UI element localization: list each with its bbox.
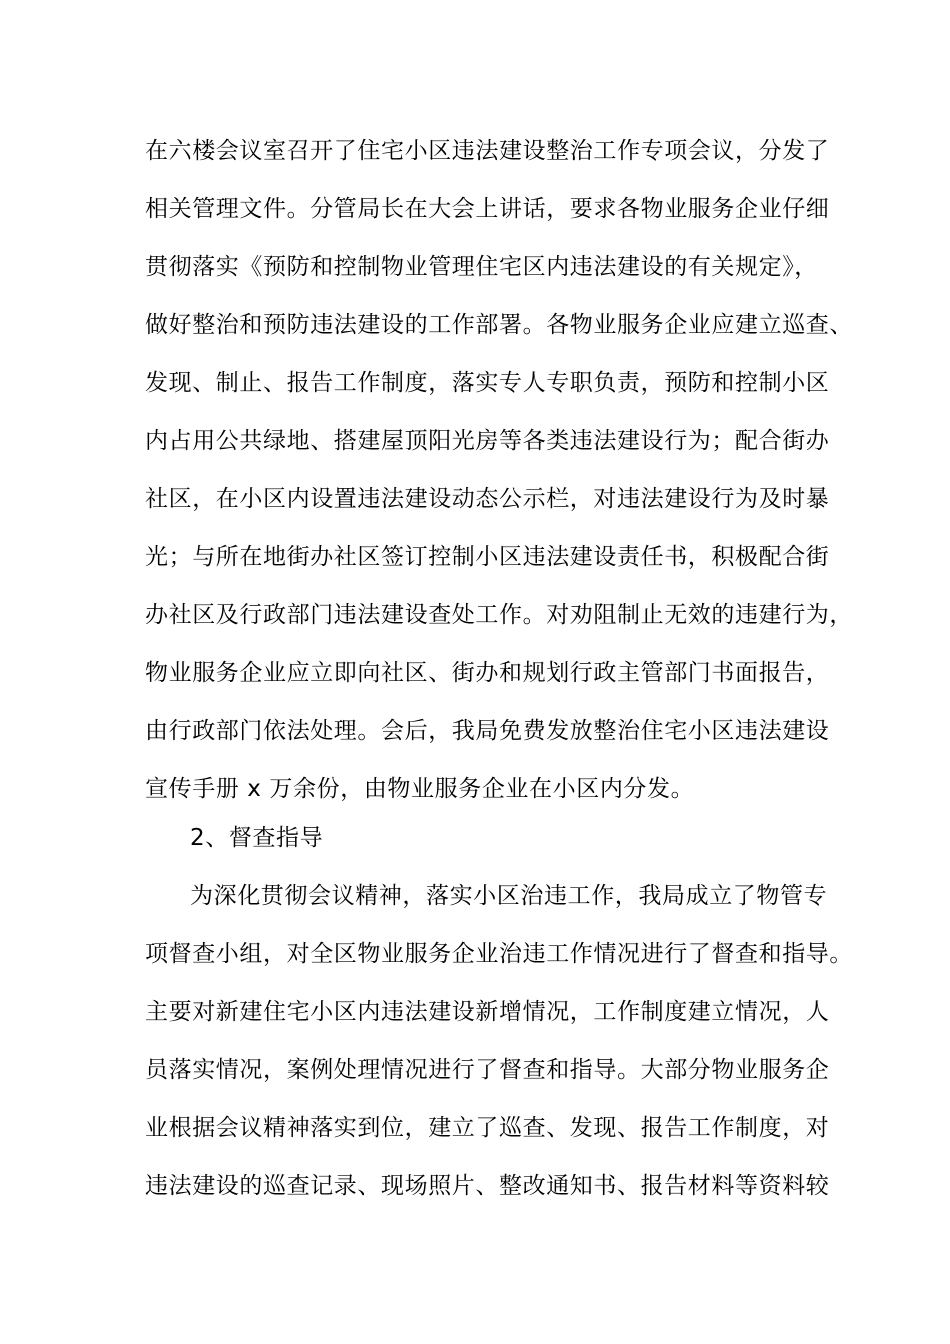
paragraph-line: 员落实情况，案例处理情况进行了督查和指导。大部分物业服务企 bbox=[145, 1057, 830, 1083]
paragraph-line: 社区，在小区内设置违法建设动态公示栏，对违法建设行为及时暴 bbox=[145, 486, 830, 512]
paragraph-line: 在六楼会议室召开了住宅小区违法建设整治工作专项会议，分发了 bbox=[145, 138, 830, 164]
paragraph-line: 主要对新建住宅小区内违法建设新增情况，工作制度建立情况，人 bbox=[145, 999, 830, 1025]
paragraph-line: 相关管理文件。分管局长在大会上讲话，要求各物业服务企业仔细 bbox=[145, 196, 830, 222]
paragraph-line: 做好整治和预防违法建设的工作部署。各物业服务企业应建立巡查、 bbox=[145, 312, 853, 338]
paragraph-line: 贯彻落实《预防和控制物业管理住宅区内违法建设的有关规定》， bbox=[145, 254, 818, 280]
paragraph-line: 办社区及行政部门违法建设查处工作。对劝阻制止无效的违建行为， bbox=[145, 602, 853, 628]
paragraph-line: 发现、制止、报告工作制度，落实专人专职负责，预防和控制小区 bbox=[145, 370, 830, 396]
paragraph-line: 违法建设的巡查记录、现场照片、整改通知书、报告材料等资料较 bbox=[145, 1173, 830, 1199]
paragraph-line: 内占用公共绿地、搭建屋顶阳光房等各类违法建设行为；配合街办 bbox=[145, 428, 830, 454]
paragraph-line: 为深化贯彻会议精神，落实小区治违工作，我局成立了物管专 bbox=[190, 883, 828, 909]
paragraph-line: 宣传手册 x 万余份，由物业服务企业在小区内分发。 bbox=[145, 776, 695, 802]
paragraph-line: 物业服务企业应立即向社区、街办和规划行政主管部门书面报告， bbox=[145, 660, 830, 686]
section-heading: 2、督查指导 bbox=[190, 825, 324, 851]
paragraph-line: 业根据会议精神落实到位，建立了巡查、发现、报告工作制度，对 bbox=[145, 1115, 830, 1141]
paragraph-line: 由行政部门依法处理。会后，我局免费发放整治住宅小区违法建设 bbox=[145, 718, 830, 744]
paragraph-line: 项督查小组，对全区物业服务企业治违工作情况进行了督查和指导。 bbox=[145, 941, 853, 967]
paragraph-line: 光；与所在地街办社区签订控制小区违法建设责任书，积极配合街 bbox=[145, 544, 830, 570]
